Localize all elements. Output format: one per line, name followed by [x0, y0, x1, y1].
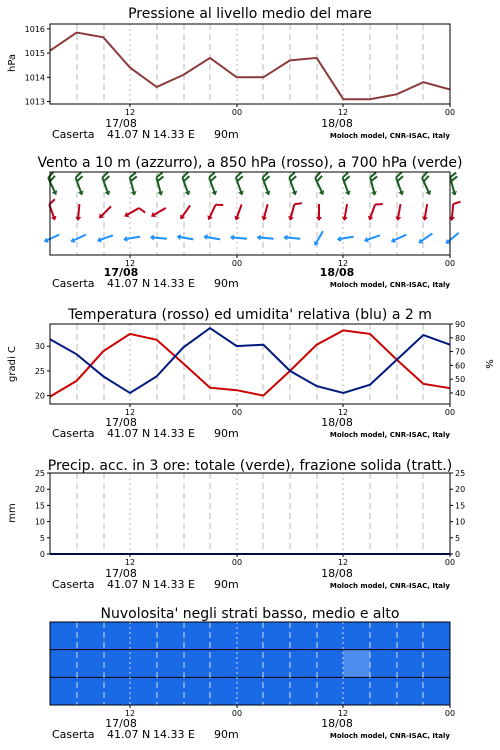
y-tick-label: 5: [39, 533, 45, 543]
barb-feather: [216, 202, 224, 208]
cloud-cell: [77, 650, 104, 678]
barb-feather: [139, 207, 145, 215]
cloud-cell: [237, 622, 264, 650]
barb-head: [69, 237, 75, 244]
barb-head: [287, 216, 294, 221]
y-tick-label: 0: [455, 550, 461, 559]
location-lon: 14.33 E: [153, 578, 195, 591]
cloud-cell: [370, 677, 397, 705]
barb-head: [260, 216, 267, 221]
location-elev: 90m: [214, 728, 239, 741]
barb-head: [363, 237, 369, 244]
x-tick-label: 12: [337, 108, 349, 117]
wind-barb: [150, 205, 168, 219]
x-tick-label: 12: [337, 558, 349, 567]
temperature-x-ticks: [125, 404, 455, 417]
cloud-cell: [157, 622, 184, 650]
date-label: 18/08: [321, 717, 353, 730]
barb-feather: [375, 202, 383, 207]
barb-head: [319, 190, 326, 196]
wind-barb: [44, 172, 62, 196]
cloud-cell: [343, 677, 370, 705]
y-tick-label: 60: [455, 361, 466, 371]
y-tick-label: 15: [455, 501, 466, 511]
wind-barb: [72, 172, 89, 196]
x-tick-label: 00: [444, 259, 456, 268]
wind-barb: [259, 172, 276, 196]
cloud-cell: [210, 677, 237, 705]
cloud-cell: [343, 650, 370, 678]
barb-head: [75, 217, 81, 222]
y-tick-label: 40: [455, 388, 466, 398]
y-tick-label: 25: [455, 469, 466, 478]
precipitation-panel: [7, 458, 465, 591]
barb-head: [265, 191, 272, 197]
barb-feather: [453, 201, 460, 205]
date-label: 17/08: [105, 416, 137, 429]
wind-barbs: [43, 172, 462, 247]
temperature-line: [50, 330, 450, 396]
location-lat: 41.07 N: [107, 578, 151, 591]
location-lat: 41.07 N: [107, 277, 151, 290]
wind-barb: [417, 231, 434, 246]
wind-barb: [395, 204, 404, 222]
cloud-cell: [210, 650, 237, 678]
barb-head: [131, 191, 138, 196]
cloud-cell: [263, 677, 290, 705]
pressure-y-ticks: [25, 25, 50, 107]
precipitation-footer: [52, 567, 450, 591]
cloud-cell: [50, 650, 77, 678]
wind-barb: [446, 173, 461, 197]
model-credit: Moloch model, CNR-ISAC, Italy: [329, 132, 450, 140]
y-tick-label: 25: [34, 469, 45, 478]
wind-barb: [205, 172, 222, 196]
cloud-panel: [50, 606, 455, 741]
y-tick-label: 1016: [24, 24, 45, 34]
barb-head: [150, 212, 156, 219]
pressure-x-ticks: [125, 104, 455, 117]
x-tick-label: 00: [444, 558, 456, 567]
pressure-title: Pressione al livello medio del mare: [128, 6, 372, 22]
pressure-frame: [50, 24, 450, 104]
cloud-cell: [210, 622, 237, 650]
wind-footer: [52, 266, 450, 290]
cloud-cell: [183, 677, 210, 705]
barb-head: [371, 191, 378, 196]
barb-head: [96, 237, 102, 244]
wind-x-ticks: [125, 255, 455, 268]
x-tick-label: 12: [124, 408, 136, 417]
wind-barb: [232, 172, 249, 196]
wind-barb: [206, 201, 224, 223]
cloud-cell: [317, 622, 344, 650]
barb-head: [390, 237, 396, 244]
wind-barb: [179, 172, 196, 196]
wind-barb: [123, 204, 145, 223]
cloud-cell: [397, 677, 424, 705]
y-tick-label: 10: [34, 517, 45, 527]
x-tick-label: 00: [231, 558, 243, 567]
location-elev: 90m: [214, 427, 239, 440]
cloud-cell: [370, 622, 397, 650]
cloud-cell: [50, 622, 77, 650]
y-tick-label: 20: [455, 485, 466, 495]
date-label: 18/08: [321, 416, 353, 429]
cloud-cell: [290, 677, 317, 705]
barb-head: [52, 190, 59, 196]
cloud-cell: [237, 677, 264, 705]
date-label: 18/08: [321, 117, 353, 130]
x-tick-label: 00: [231, 408, 243, 417]
precipitation-ylabel: mm: [7, 503, 18, 523]
cloud-x-ticks: [125, 705, 455, 718]
y-tick-label: 25: [34, 366, 45, 376]
cloud-cell: [423, 677, 450, 705]
barb-head: [157, 191, 164, 196]
wind-barb: [230, 234, 247, 241]
barb-head: [211, 191, 218, 197]
model-credit: Moloch model, CNR-ISAC, Italy: [329, 582, 450, 590]
location-lat: 41.07 N: [107, 128, 151, 141]
barb-head: [185, 191, 192, 197]
barb-head: [123, 236, 128, 243]
cloud-cell: [103, 622, 130, 650]
wind-barb: [43, 232, 61, 245]
wind-barb: [283, 234, 300, 241]
cloud-cell: [397, 622, 424, 650]
wind-barb: [45, 199, 61, 221]
cloud-title: Nuvolosita' negli strati basso, medio e alto: [100, 606, 400, 622]
precipitation-title: Precip. acc. in 3 ore: totale (verde), frazione solida (tratt.): [47, 458, 453, 474]
barb-head: [203, 233, 208, 240]
x-tick-label: 12: [124, 558, 136, 567]
x-tick-label: 00: [231, 108, 243, 117]
wind-barb: [444, 231, 461, 247]
wind-barb: [418, 172, 436, 196]
location-lon: 14.33 E: [153, 128, 195, 141]
x-tick-label: 12: [337, 408, 349, 417]
cloud-cell: [423, 622, 450, 650]
cloud-cells: [50, 622, 451, 706]
barb-head: [316, 217, 322, 221]
date-label: 17/08: [105, 117, 137, 130]
y-tick-label: 20: [34, 391, 45, 401]
wind-barb: [123, 234, 141, 243]
barb-head: [256, 234, 261, 240]
cloud-cell: [50, 677, 77, 705]
model-credit: Moloch model, CNR-ISAC, Italy: [329, 281, 450, 289]
barb-head: [426, 190, 433, 196]
cloud-cell: [423, 650, 450, 678]
wind-barb: [336, 234, 354, 243]
wind-barb: [233, 203, 244, 221]
y-tick-label: 15: [34, 501, 45, 511]
barb-head: [206, 215, 213, 221]
temperature-ylabel: gradi C: [7, 346, 18, 382]
date-label: 17/08: [105, 717, 137, 730]
barb-head: [176, 233, 181, 240]
y-tick-label: 20: [34, 485, 45, 495]
temperature-title: Temperatura (rosso) ed umidita' relativa (blu) a 2 m: [68, 307, 432, 323]
x-tick-label: 00: [444, 108, 456, 117]
barb-head: [51, 216, 58, 222]
barb-head: [421, 216, 428, 221]
wind-panel: [37, 155, 462, 290]
humidity-line: [50, 328, 450, 393]
cloud-cell: [103, 650, 130, 678]
y-tick-label: 50: [455, 375, 466, 385]
wind-barb: [311, 172, 329, 196]
precipitation-gridlines: [77, 473, 450, 554]
temperature-footer: [52, 416, 450, 440]
cloud-cell: [263, 622, 290, 650]
location-elev: 90m: [214, 128, 239, 141]
cloud-cell: [370, 650, 397, 678]
model-credit: Moloch model, CNR-ISAC, Italy: [329, 732, 450, 740]
barb-head: [398, 191, 405, 197]
x-tick-label: 00: [444, 709, 456, 718]
y-tick-label: 70: [455, 347, 466, 357]
cloud-cell: [263, 650, 290, 678]
y-tick-label: 1015: [24, 49, 45, 59]
x-tick-label: 12: [124, 709, 136, 718]
barb-head: [123, 212, 129, 219]
wind-barb: [176, 233, 194, 242]
temperature-y-ticks: [35, 342, 50, 400]
barb-head: [336, 236, 341, 243]
barb-head: [238, 191, 245, 197]
cloud-cell: [130, 677, 157, 705]
wind-barb: [75, 204, 82, 221]
humidity-ylabel: %: [483, 359, 494, 369]
wind-barb: [126, 173, 141, 197]
wind-barb: [97, 204, 113, 220]
barb-head: [451, 191, 458, 196]
wind-barb: [363, 232, 381, 243]
wind-barb: [390, 232, 408, 245]
wind-barb: [367, 201, 383, 223]
pressure-gridlines: [77, 24, 450, 104]
barb-head: [230, 234, 235, 240]
date-label: 17/08: [105, 567, 137, 580]
barb-feather: [48, 199, 56, 204]
x-tick-label: 00: [231, 259, 243, 268]
pressure-ylabel: hPa: [7, 53, 18, 73]
cloud-cell: [290, 622, 317, 650]
cloud-cell: [157, 650, 184, 678]
wind-barb: [178, 204, 193, 221]
barb-head: [341, 216, 348, 221]
y-tick-label: 10: [455, 517, 466, 527]
wind-barb: [392, 172, 409, 196]
precipitation-x-ticks: [125, 554, 455, 567]
x-tick-label: 00: [444, 408, 456, 417]
barb-head: [367, 216, 374, 222]
cloud-cell: [103, 677, 130, 705]
wind-barb: [203, 233, 221, 242]
cloud-cell: [183, 622, 210, 650]
cloud-cell: [130, 622, 157, 650]
wind-barb: [150, 234, 167, 241]
barb-head: [233, 216, 240, 222]
wind-gridlines: [77, 172, 450, 255]
wind-frame: [50, 172, 450, 255]
x-tick-label: 12: [124, 259, 136, 268]
barb-head: [78, 191, 85, 197]
pressure-line: [50, 33, 450, 100]
date-label: 18/08: [319, 266, 355, 279]
model-credit: Moloch model, CNR-ISAC, Italy: [329, 431, 450, 439]
wind-barb: [312, 230, 326, 248]
y-tick-label: 30: [34, 342, 45, 352]
barb-head: [150, 234, 155, 240]
barb-head: [283, 234, 288, 240]
barb-head: [312, 241, 319, 247]
precipitation-frame: [50, 473, 450, 554]
cloud-cell: [397, 650, 424, 678]
humidity-y-ticks: [450, 320, 465, 398]
location-elev: 90m: [214, 277, 239, 290]
y-tick-label: 5: [455, 533, 461, 543]
location-name: Caserta: [52, 728, 95, 741]
location-name: Caserta: [52, 427, 95, 440]
wind-barb: [287, 201, 302, 223]
location-name: Caserta: [52, 578, 95, 591]
cloud-cell: [317, 677, 344, 705]
y-tick-label: 0: [39, 550, 45, 559]
wind-barb: [260, 203, 270, 221]
barb-head: [345, 191, 352, 197]
precipitation-y-ticks: [35, 469, 50, 559]
wind-title: Vento a 10 m (azzurro), a 850 hPa (rosso), a 700 hPa (verde): [37, 155, 463, 171]
x-tick-label: 12: [337, 709, 349, 718]
date-label: 18/08: [321, 567, 353, 580]
y-tick-label: 90: [455, 320, 466, 329]
pressure-footer: [52, 117, 450, 141]
x-tick-label: 12: [124, 108, 136, 117]
cloud-cell: [343, 622, 370, 650]
cloud-cell: [237, 650, 264, 678]
barb-head: [292, 191, 299, 197]
location-name: Caserta: [52, 277, 95, 290]
cloud-cell: [290, 650, 317, 678]
x-tick-label: 00: [231, 709, 243, 718]
temperature-panel: [7, 307, 494, 440]
location-elev: 90m: [214, 578, 239, 591]
y-tick-label: 1013: [24, 97, 45, 107]
cloud-cell: [317, 650, 344, 678]
wind-barb: [285, 172, 302, 196]
cloud-cell: [183, 650, 210, 678]
barb-head: [395, 216, 402, 221]
barb-feather: [294, 201, 302, 206]
barb-head: [43, 237, 49, 244]
location-lon: 14.33 E: [153, 277, 195, 290]
cloud-cell: [77, 677, 104, 705]
location-lon: 14.33 E: [153, 427, 195, 440]
cloud-footer: [52, 717, 450, 741]
wind-barb: [153, 173, 168, 197]
y-tick-label: 1014: [24, 73, 45, 83]
location-lon: 14.33 E: [153, 728, 195, 741]
cloud-cell: [130, 650, 157, 678]
wind-barb: [69, 232, 87, 245]
wind-barb: [366, 173, 381, 197]
wind-barb: [256, 234, 273, 241]
pressure-panel: [7, 6, 455, 141]
wind-barb: [339, 172, 356, 196]
y-tick-label: 80: [455, 333, 466, 343]
wind-barb: [98, 172, 115, 196]
date-label: 17/08: [103, 266, 139, 279]
wind-barb: [96, 232, 114, 243]
x-tick-label: 12: [337, 259, 349, 268]
location-lat: 41.07 N: [107, 427, 151, 440]
precipitation-y-ticks-right: [450, 469, 465, 559]
location-name: Caserta: [52, 128, 95, 141]
cloud-cell: [77, 622, 104, 650]
location-lat: 41.07 N: [107, 728, 151, 741]
cloud-cell: [157, 677, 184, 705]
barb-head: [105, 191, 112, 197]
